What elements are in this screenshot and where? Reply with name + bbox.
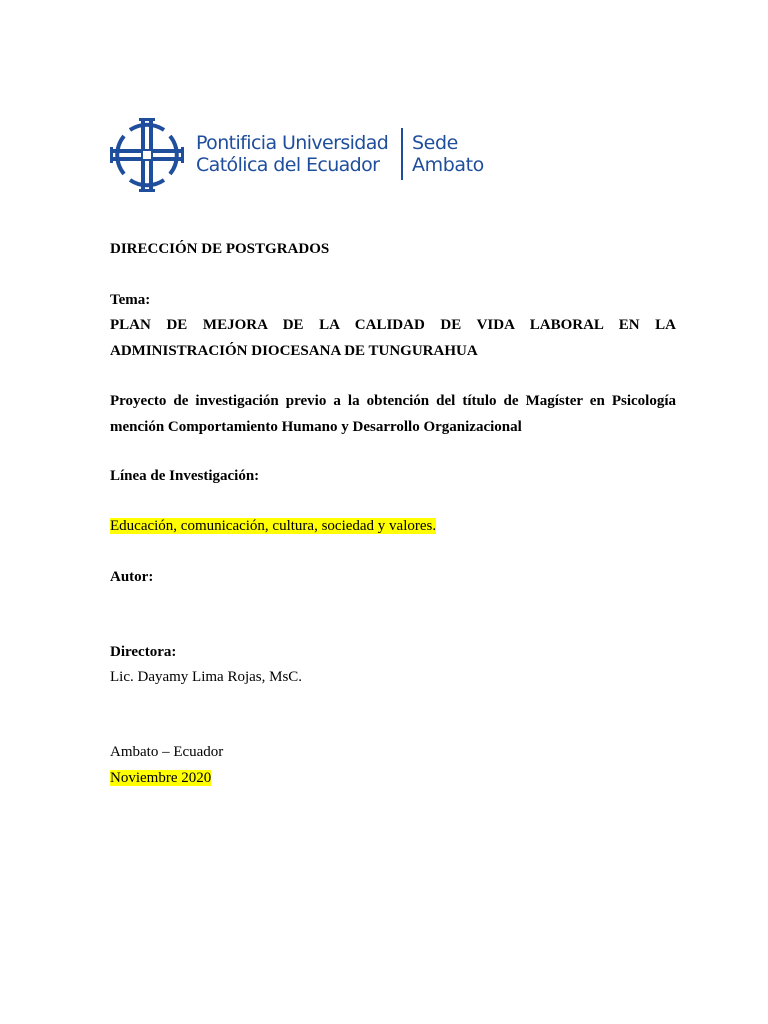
university-logo — [110, 118, 510, 192]
date-wrap — [110, 765, 676, 791]
place: Ambato – Ecuador — [110, 744, 224, 760]
director-name: Lic. Dayamy Lima Rojas, MsC. — [110, 669, 303, 685]
cross-emblem-icon — [110, 118, 184, 192]
department-heading: DIRECCIÓN DE POSTGRADOS — [110, 241, 330, 257]
logo-divider — [401, 128, 403, 180]
campus-name-line2: Ambato — [412, 154, 484, 176]
university-name — [196, 132, 388, 176]
project-description: Proyecto de investigación previo a la obtención del título de Magíster en Psicología mención Comportamiento Humano y Desarrollo Organizacional — [110, 393, 676, 435]
topic-label: Tema: — [110, 292, 151, 308]
research-line-value: Educación, comunicación, cultura, sociedad y valores. — [110, 518, 437, 534]
campus-name-line1: Sede — [412, 132, 458, 154]
research-line-label: Línea de Investigación: — [110, 468, 260, 484]
university-name-line1: Pontificia Universidad — [196, 132, 389, 154]
date: Noviembre 2020 — [110, 770, 212, 786]
research-line-value-wrap — [110, 513, 676, 539]
campus-name — [412, 132, 484, 176]
university-name-line2: Católica del Ecuador — [196, 154, 380, 176]
director-label: Directora: — [110, 644, 177, 660]
author-label: Autor: — [110, 569, 154, 585]
topic-title: PLAN DE MEJORA DE LA CALIDAD DE VIDA LABORAL EN LA ADMINISTRACIÓN DIOCESANA DE TUNGURAHUA — [110, 317, 676, 359]
